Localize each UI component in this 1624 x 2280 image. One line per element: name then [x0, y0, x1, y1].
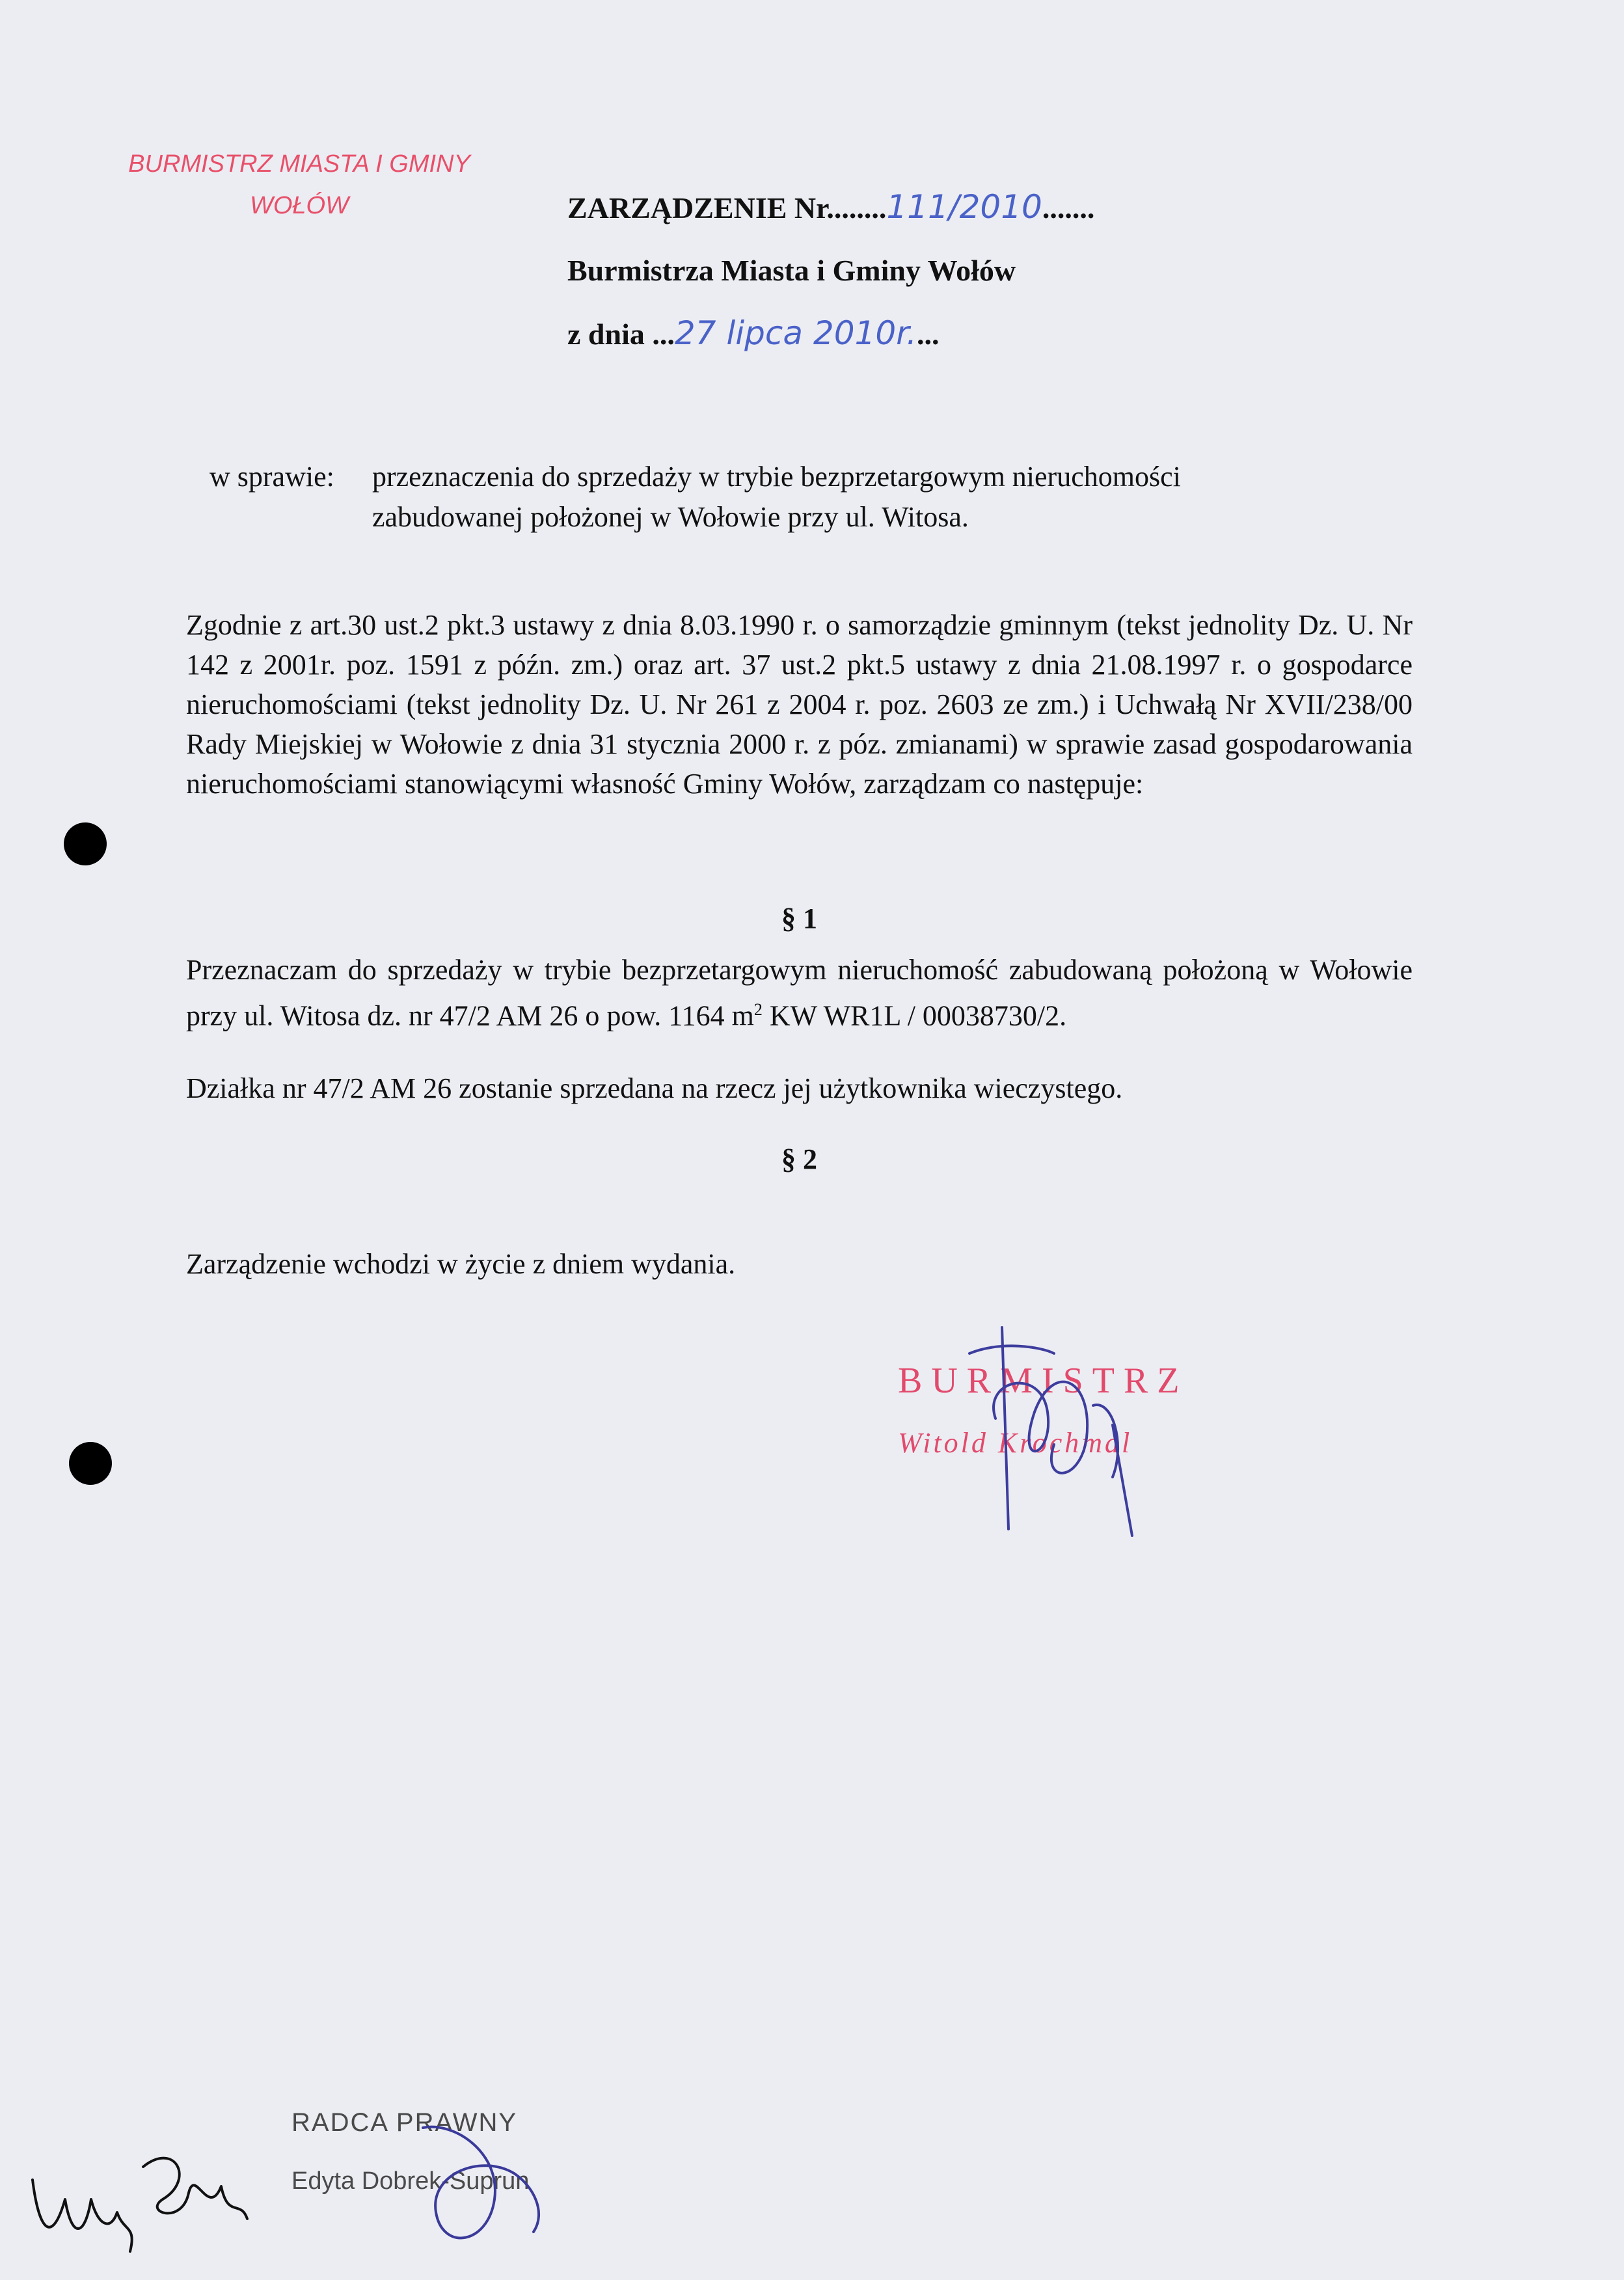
section1-heading: § 1: [781, 903, 817, 934]
preamble-paragraph: Zgodnie z art.30 ust.2 pkt.3 ustawy z dnia 8.03.1990 r. o samorządzie gminnym (tekst jednolity Dz. U. Nr 142 z 2001r. poz. 1591 z późn. zm.) oraz art. 37 ust.2 pkt.5 ustawy z dnia 21.08.1997 r. o gospodarce nieruchomościami (tekst jednolity Dz. U. Nr 261 z 2004 r. poz. 2603 ze zm.) i Uchwałą Nr XVII/238/00 Rady Miejskiej w Wołowie z dnia 31 stycznia 2000 r. z póz. zmianami) w sprawie zasad gospodarowania nieruchomościami stanowiącymi własność Gminy Wołów, zarządzam co następuje:: [186, 609, 1413, 800]
date-prefix: z dnia: [567, 318, 645, 351]
header-stamp: [117, 143, 481, 226]
initials-signature: [26, 2128, 260, 2271]
title-prefix: ZARZĄDZENIE Nr: [567, 191, 827, 224]
title-block: [567, 176, 1153, 366]
burmistrz-stamp-name: Witold Krochmal: [898, 1427, 1133, 1459]
section1-paragraph2: Działka nr 47/2 AM 26 zostanie sprzedana na rzecz jej użytkownika wieczystego.: [186, 1072, 1123, 1104]
burmistrz-stamp-title: BURMISTRZ: [898, 1361, 1189, 1401]
title-line-date: z dnia ...27 lipca 2010r....: [567, 314, 940, 352]
section1-paragraph1: Przeznaczam do sprzedaży w trybie bezprzetargowym nieruchomość zabudowaną położoną w Wołowie przy ul. Witosa dz. nr 47/2 AM 26 o pow. 1164 $m^2$ KW WR1L / 00038730/2.: [186, 954, 1413, 1032]
subject-line2: zabudowanej położonej w Wołowie przy ul. Witosa.: [372, 501, 969, 533]
radca-stamp-title: RADCA PRAWNY: [291, 2108, 518, 2137]
punch-hole-upper: [64, 822, 107, 865]
handwritten-date: 27 lipca 2010r.: [674, 314, 917, 352]
header-stamp-line2: WOŁÓW: [250, 192, 349, 219]
burmistrz-signature: [963, 1314, 1158, 1562]
section2-heading: § 2: [781, 1143, 817, 1175]
header-stamp-line1: BURMISTRZ MIASTA I GMINY: [128, 150, 470, 178]
subject-block: [210, 457, 1381, 537]
subject-label: w sprawie:: [210, 461, 334, 493]
punch-hole-lower: [69, 1442, 112, 1485]
section2-paragraph: Zarządzenie wchodzi w życie z dniem wydania.: [186, 1248, 736, 1280]
subject-line1: przeznaczenia do sprzedaży w trybie bezprzetargowym nieruchomości: [372, 461, 1181, 493]
radca-signature: [403, 2115, 573, 2264]
radca-stamp-name: Edyta Dobrek-Suprun: [291, 2167, 530, 2195]
title-issuer: Burmistrza Miasta i Gminy Wołów: [567, 254, 1016, 287]
title-line-number: ZARZĄDZENIE Nr........111/2010.......: [567, 188, 1095, 226]
handwritten-number: 111/2010: [886, 188, 1042, 226]
